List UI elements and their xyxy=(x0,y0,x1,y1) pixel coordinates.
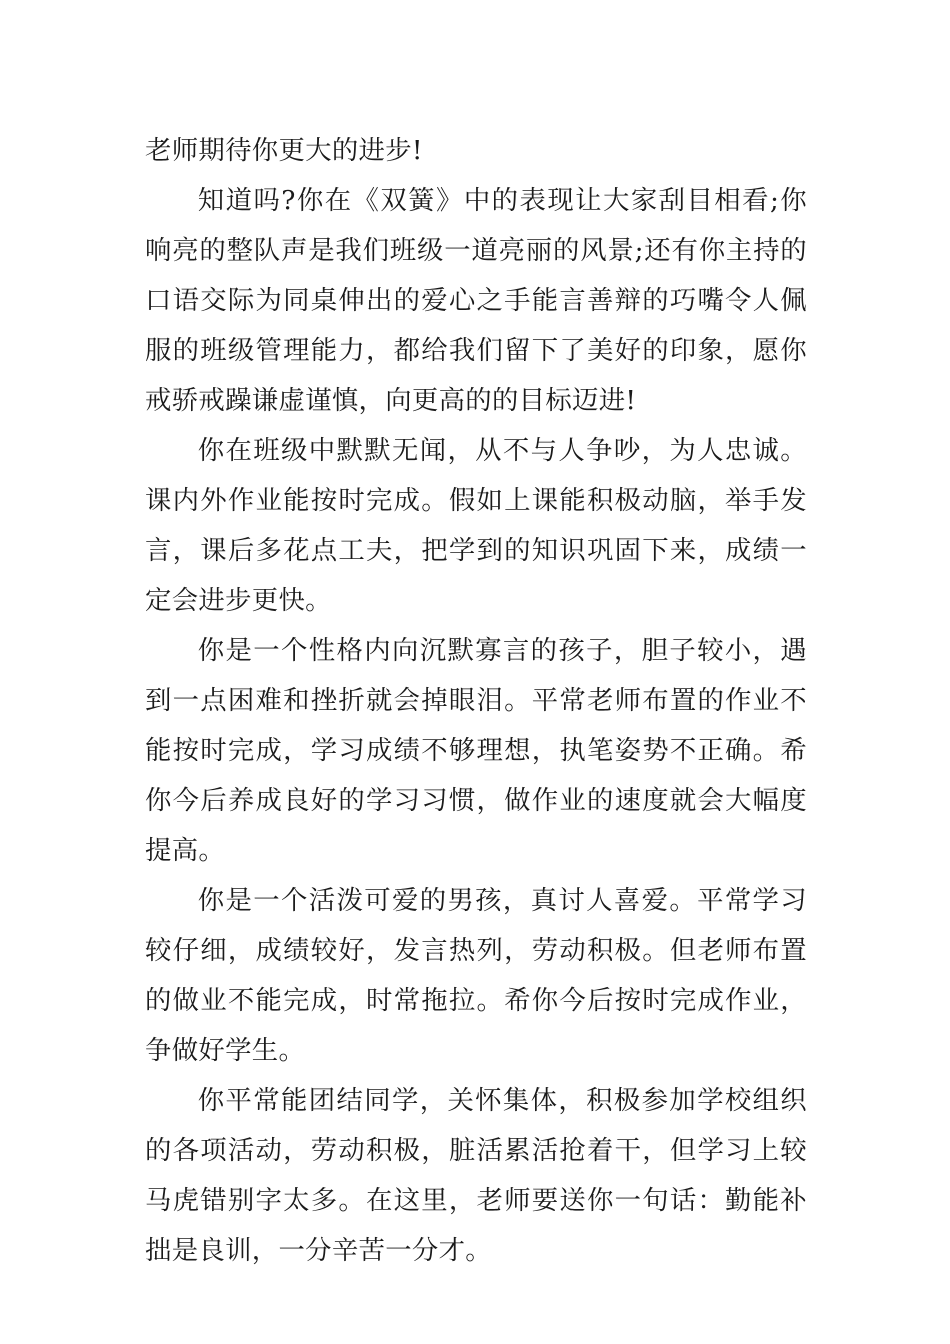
paragraph-6: 你平常能团结同学，关怀集体，积极参加学校组织的各项活动，劳动积极，脏活累活抢着干，但学习上较马虎错别字太多。在这里，老师要送你一句话：勤能补拙是良训，一分辛苦一分才。 xyxy=(145,1085,807,1266)
paragraph-2: 知道吗?你在《双簧》中的表现让大家刮目相看;你响亮的整队声是我们班级一道亮丽的风景;还有你主持的口语交际为同桌伸出的爱心之手能言善辩的巧嘴令人佩服的班级管理能力，都给我们留下了美好的印象，愿你戒骄戒躁谦虚谨慎，向更高的的目标迈进! xyxy=(145,185,807,416)
paragraph-1: 老师期待你更大的进步! xyxy=(145,135,423,166)
paragraph-4: 你是一个性格内向沉默寡言的孩子，胆子较小，遇到一点困难和挫折就会掉眼泪。平常老师布置的作业不能按时完成，学习成绩不够理想，执笔姿势不正确。希你今后养成良好的学习习惯，做作业的速度就会大幅度提高。 xyxy=(145,635,807,866)
paragraph-5: 你是一个活泼可爱的男孩，真讨人喜爱。平常学习较仔细，成绩较好，发言热列，劳动积极。但老师布置的做业不能完成，时常拖拉。希你今后按时完成作业，争做好学生。 xyxy=(145,885,807,1066)
paragraph-3: 你在班级中默默无闻，从不与人争吵，为人忠诚。课内外作业能按时完成。假如上课能积极动脑，举手发言，课后多花点工夫，把学到的知识巩固下来，成绩一定会进步更快。 xyxy=(145,435,807,616)
document-body xyxy=(145,126,807,1276)
